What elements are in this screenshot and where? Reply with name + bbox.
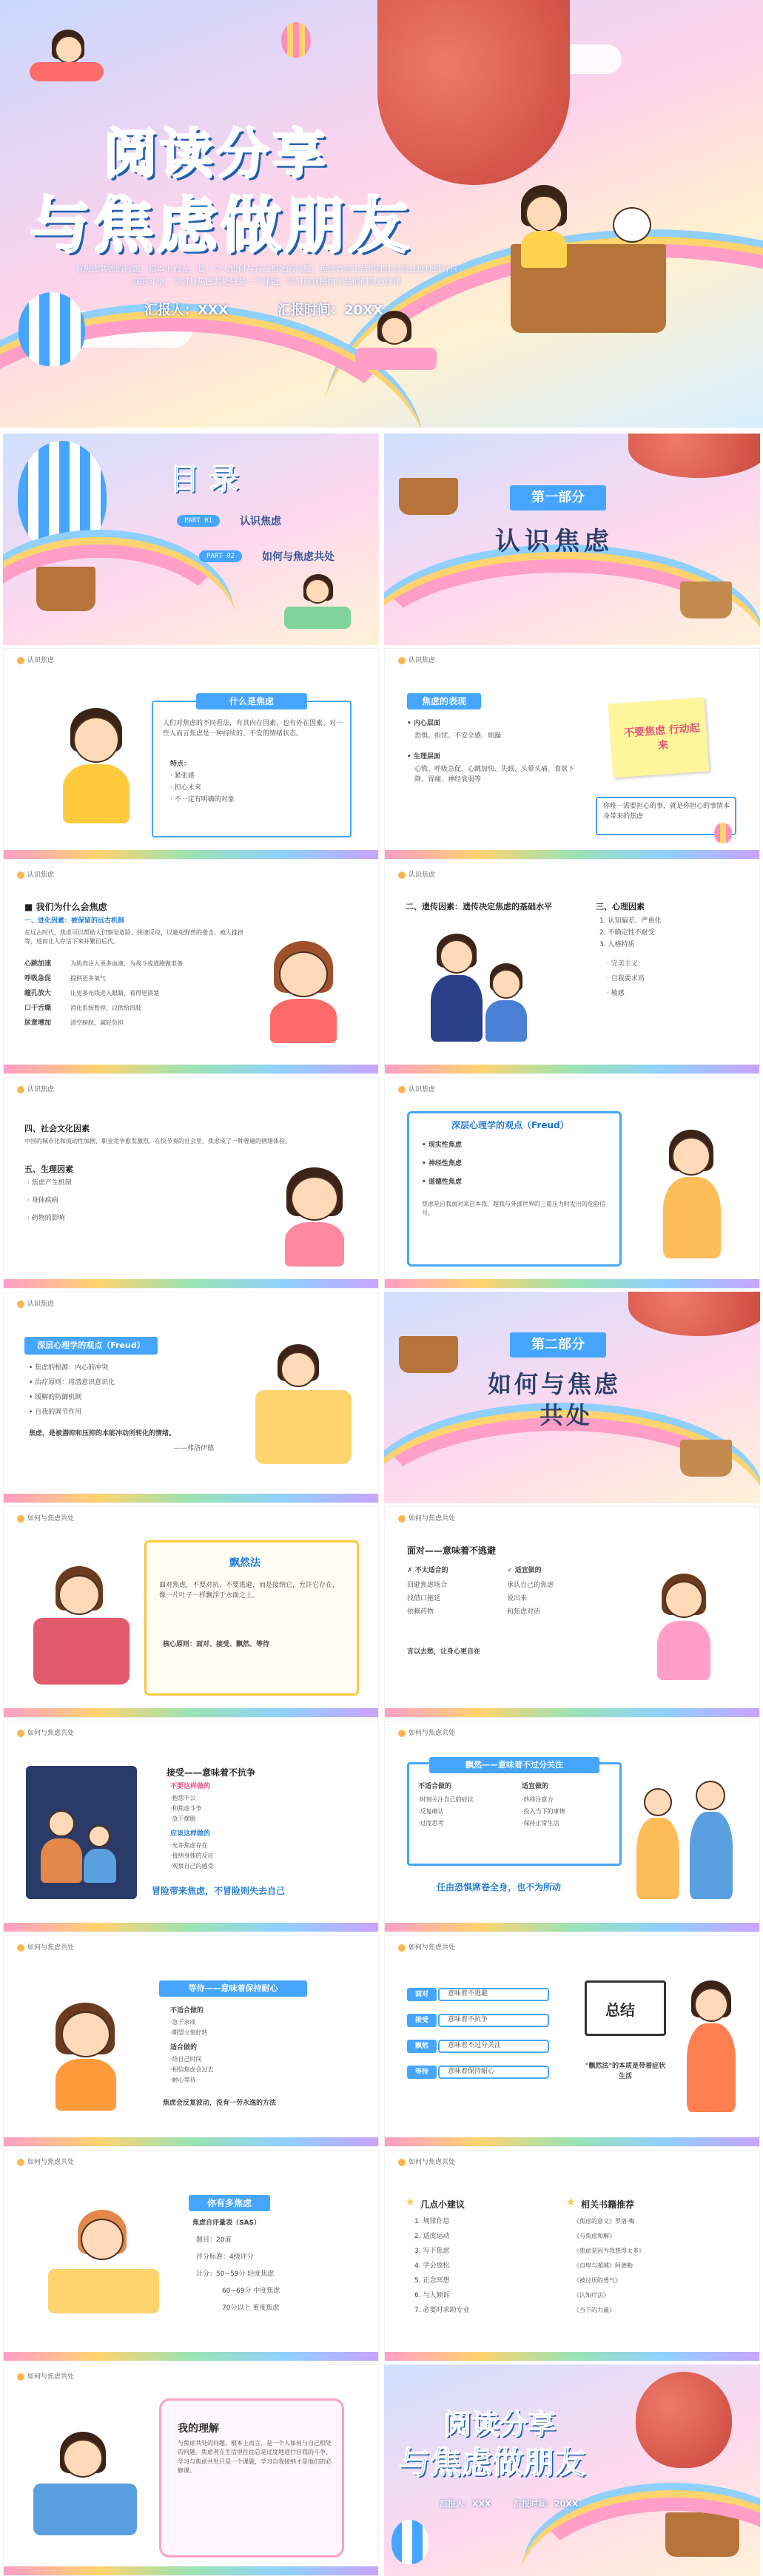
rainbow-stripe	[4, 2137, 378, 2146]
teacher-illustration	[673, 1980, 747, 2121]
box-illustration	[680, 1440, 732, 1477]
cover-title-line1: 阅读分享	[104, 123, 329, 185]
section-heading: 二、遗传因素：遗传决定焦虑的基础水平	[406, 902, 552, 911]
row-value: 消化系统暂停，以供给四肢	[70, 1005, 141, 1011]
rainbow-stripe	[4, 850, 378, 859]
card-body: 面对焦虑，不要对抗、不要逃避，而是接纳它，允许它存在，像一片叶子一样飘浮于水面之上。	[159, 1582, 340, 1599]
rocket-kid-illustration	[30, 30, 104, 89]
summary-note: "飘然法"的本质是带着症状生活	[585, 2063, 666, 2080]
section-heading: 接受——意味着不抗争	[167, 1767, 256, 1778]
rainbow-stripe	[385, 2137, 759, 2146]
info-card	[407, 1111, 622, 1267]
slide-tag: 如何与焦虑共处	[17, 1942, 74, 1952]
girl-gift-illustration	[636, 1574, 733, 1685]
star-icon: ★	[566, 2196, 576, 2208]
psych-item: 2. 不确定性不耐受	[599, 929, 655, 937]
feature-item: · 紧张感	[170, 772, 195, 780]
wrong-item: 找借口拖延	[407, 1595, 441, 1602]
balloon-basket	[399, 1336, 458, 1373]
wrong-title: 不适合做的	[170, 2007, 204, 2014]
wrong-item: ·时刻关注自己的症状	[418, 1796, 474, 1803]
card-heading: 我的理解	[178, 2423, 219, 2435]
box-illustration	[680, 581, 732, 618]
inner-text: 恐惧、担忧、不安全感、烦躁	[414, 732, 502, 740]
end-reporter: 汇报人：XXX	[440, 2499, 491, 2509]
sticky-note-text: 不要焦虑 行动起来	[623, 722, 701, 752]
card-heading: 飘然——意味着不过分关注	[429, 1757, 599, 1773]
cover-date: 汇报时间：20XX	[278, 303, 383, 318]
slide-calm-method	[3, 1506, 379, 1718]
worried-girl-illustration	[33, 1995, 137, 2121]
card-heading: 等待——意味着保持耐心	[159, 1980, 307, 1997]
slide-freud-2	[3, 1292, 379, 1503]
row-key: 瞳孔放大	[24, 990, 52, 997]
trait-item: · 敏感	[607, 990, 625, 997]
freud-item: • 道德性焦虑	[422, 1179, 462, 1186]
step-key: 等待	[407, 2066, 437, 2079]
feature-item: · 不一定有明确的对象	[170, 796, 235, 803]
section-text: 中国的城市化和流动性加剧，职业竞争愈发激烈，在快节奏的社会里，焦虑成了一种普遍的情绪体验。	[24, 1138, 291, 1144]
psych-title: 三、心理因素	[596, 902, 645, 911]
right-item: ·给自己时间	[170, 2056, 202, 2063]
book-item: 《与焦虑和解》	[574, 2233, 615, 2239]
slide-social-factors	[3, 1077, 379, 1289]
card-principle: 核心原则：面对、接受、飘然、等待	[163, 1641, 270, 1648]
right-item: ·接纳身体的反应	[170, 1852, 214, 1859]
test-item: 计分：50~59分 轻度焦虑	[196, 2270, 275, 2278]
wrong-item: 依赖药物	[407, 1608, 434, 1616]
book-item: 《自卑与超越》阿德勒	[574, 2262, 633, 2269]
slide-wait	[3, 1935, 379, 2147]
book-item: 《被讨厌的勇气》	[574, 2277, 621, 2284]
wrong-item: ·反复确认	[418, 1808, 444, 1815]
toc-item1-label[interactable]: 认识焦虑	[240, 516, 281, 527]
rainbow-stripe	[4, 1494, 378, 1503]
tip-item: 3. 写下焦虑	[414, 2248, 450, 2255]
parent-child-illustration	[422, 934, 540, 1045]
star-icon: ★	[406, 2196, 415, 2208]
end-title-line1: 阅读分享	[443, 2408, 557, 2441]
row-key: 尿意增加	[24, 1019, 52, 1027]
row-value: 让更多光线进入眼睛，看得更清楚	[70, 990, 159, 997]
sub-heading: 一、进化因素：被保留的远古机制	[24, 917, 125, 925]
bio-item: · 焦虑产生机制	[27, 1179, 72, 1187]
step-key: 接受	[407, 2014, 437, 2027]
tip-item: 4. 学会放松	[414, 2262, 450, 2270]
slide-tag: 如何与焦虑共处	[398, 1942, 455, 1952]
books-title: 相关书籍推荐	[581, 2199, 635, 2210]
right-title: ✓ 适宜做的	[507, 1567, 542, 1574]
slide-freud-1	[384, 1077, 760, 1289]
rainbow-stripe	[385, 2352, 759, 2361]
card-heading: 深层心理学的观点（Freud）	[451, 1120, 569, 1130]
family-illustration	[41, 1810, 122, 1892]
freud-item: • 焦虑的根源：内心的冲突	[29, 1364, 109, 1372]
right-item: ·转移注意力	[522, 1796, 554, 1803]
studying-girl-illustration	[48, 2210, 159, 2328]
cat-illustration	[607, 207, 659, 266]
row-value: 提供更多氧气	[70, 975, 106, 982]
girl-illustration	[511, 185, 577, 274]
part1-slide	[384, 434, 760, 645]
slide-tag: 认识焦虑	[17, 1298, 54, 1308]
psych-item: 1. 认知偏差、严重化	[599, 917, 662, 925]
right-item: 承认自己的焦虑	[507, 1582, 554, 1589]
book-item: 《认知疗法》	[574, 2292, 609, 2299]
card-heading: 焦虑的表现	[407, 693, 481, 709]
tip-item: 2. 适度运动	[414, 2233, 450, 2240]
row-value: 清空膀胱，减轻负担	[70, 1019, 124, 1026]
freud-author: ——弗洛伊德	[174, 1445, 215, 1452]
right-item: ·观察自己的感受	[170, 1863, 214, 1869]
test-item: 评分标准：4级评分	[196, 2253, 254, 2261]
reading-kid-illustration	[284, 574, 351, 633]
right-item: 说出来	[507, 1595, 528, 1602]
slide-tag: 认识焦虑	[398, 1084, 435, 1093]
hot-air-balloon	[377, 0, 570, 185]
wrong-item: ·期望立刻好转	[170, 2029, 208, 2036]
section-heading: ■ 我们为什么会焦虑	[24, 902, 107, 912]
wrong-title: ✗ 不太适合的	[407, 1567, 448, 1574]
cover-description: 与焦虑共处的问题，根本上而言，是一个人如何与自己相处的问题。焦虑者在生活里往往总是过度地进行自我的斗争，学习与焦虑共处只是一个课题，学习自我接纳才是他们的必修课	[75, 264, 458, 287]
hot-air-balloon	[628, 434, 760, 478]
slide-self-test	[3, 2150, 379, 2361]
hot-air-balloon	[636, 2372, 732, 2468]
right-item: ·相信焦虑会过去	[170, 2066, 214, 2073]
tip-item: 5. 正念冥想	[414, 2277, 450, 2285]
sub-heading: 五、生理因素	[24, 1164, 73, 1174]
slide-tag: 如何与焦虑共处	[398, 1513, 455, 1523]
toc-item2-label[interactable]: 如何与焦虑共处	[262, 551, 335, 563]
slide-float	[384, 1721, 760, 1932]
sub-text: 在远古时代，焦虑可以帮助人们察觉危险、快速反应，以避免野兽的袭击、被人排挤等，进而让人存活下来并繁衍后代。	[24, 929, 243, 945]
freud-text: 焦虑是自我面对来自本我、超我与外部世界的三重压力时发出的危险信号。	[422, 1201, 605, 1217]
right-item: 和焦虑对话	[507, 1608, 541, 1616]
reading-girl-illustration	[355, 311, 437, 377]
slide-tag: 如何与焦虑共处	[398, 1727, 455, 1737]
freud-item: • 神经性焦虑	[422, 1160, 462, 1167]
slide-tag: 认识焦虑	[398, 655, 435, 664]
part1-badge: 第一部分	[510, 485, 606, 510]
slide-anxiety-signs	[384, 648, 760, 860]
stressed-girl-illustration	[270, 1163, 359, 1267]
book-item: 《焦虑的意义》罗洛·梅	[574, 2218, 635, 2225]
balloon-basket	[399, 478, 458, 515]
thinking-boy-illustration	[41, 701, 152, 834]
features-title: 特点：	[170, 761, 191, 768]
row-key: 呼吸急促	[24, 975, 52, 982]
right-title: 适合做的	[170, 2044, 198, 2051]
part1-title: 认识焦虑	[495, 527, 614, 556]
slide-tag: 认识焦虑	[17, 1084, 54, 1093]
rainbow-stripe	[4, 1923, 378, 1932]
step-key: 飘然	[407, 2040, 437, 2053]
cover-slide	[0, 0, 763, 428]
tips-title: 几点小建议	[420, 2199, 465, 2210]
freud-item: • 自我的调节作用	[29, 1409, 82, 1416]
card-body: 与焦虑共处的问题，根本上而言，是一个人如何与自己相处的问题。焦虑者在生活里往往总是过度地进行自我的斗争，学习与焦虑共处只是一个课题，学习自我接纳才是他们的必修课。	[178, 2440, 332, 2475]
rainbow-stripe	[385, 1923, 759, 1932]
slide-tag: 认识焦虑	[17, 655, 54, 664]
tip-item: 1. 规律作息	[414, 2218, 450, 2225]
rainbow-stripe	[385, 1065, 759, 1073]
step-value: 意味着不过分关注	[448, 2042, 502, 2049]
slide-inherit-psych	[384, 863, 760, 1074]
part2-title-line2: 共处	[540, 1401, 594, 1429]
part2-title-line1: 如何与焦虑	[488, 1370, 622, 1398]
card-heading: 你有多焦虑	[189, 2195, 270, 2211]
reading-kid-illustration	[33, 2432, 137, 2550]
rainbow-stripe	[385, 1708, 759, 1717]
test-item: 70分以上 重度焦虑	[222, 2304, 280, 2312]
toc-slide	[3, 434, 379, 645]
teacher-illustration	[644, 1130, 740, 1263]
striped-balloon	[391, 2520, 428, 2564]
end-date: 汇报时间：20XX	[514, 2499, 579, 2509]
small-balloon	[714, 823, 732, 843]
inner-title: • 内心层面	[407, 720, 440, 727]
slide-tag: 认识焦虑	[17, 869, 54, 879]
section-footer: 冒险带来焦虑，不冒险则失去自己	[152, 1886, 286, 1896]
section-footer: 焦虑会反复波动，没有一劳永逸的方法	[163, 2100, 277, 2107]
rainbow-stripe	[4, 1708, 378, 1717]
right-item: ·保持正常生活	[522, 1820, 559, 1827]
trait-item: · 自我要求高	[607, 975, 645, 982]
right-item: ·投入当下的事情	[522, 1808, 565, 1815]
quote-text: 你唯一需要担心的事，就是你担心的事情本身带来的焦虑	[603, 803, 730, 820]
section-footer: 任由恐惧席卷全身，也不为所动	[437, 1882, 562, 1892]
hot-air-balloon	[628, 1292, 760, 1336]
bio-item: · 药物的影响	[27, 1215, 65, 1222]
body-title: • 生理层面	[407, 753, 440, 761]
step-value: 意味着不抗争	[448, 2016, 488, 2023]
bio-item: · 身体疾病	[27, 1197, 58, 1204]
slide-tag: 认识焦虑	[398, 869, 435, 879]
step-value: 意味着不逃避	[448, 1990, 488, 1997]
body-text: 心慌、呼吸急促、心跳加快、失眠、头晕头痛、食欲下降、胃痛、神经衰弱等	[414, 766, 575, 783]
end-slide	[384, 2364, 760, 2576]
family-illustration	[636, 1781, 740, 1906]
wrong-item: ·和焦虑斗争	[170, 1805, 202, 1812]
section-footer: 言以去愁，让身心更自在	[407, 1648, 481, 1656]
tip-item: 7. 必要时求助专业	[414, 2307, 470, 2314]
toc-title: 目 录	[169, 462, 239, 496]
row-key: 心跳加速	[24, 960, 52, 968]
step-value: 意味着保持耐心	[448, 2068, 495, 2075]
test-item: 60~69分 中度焦虑	[222, 2287, 280, 2295]
slide-summary	[384, 1935, 760, 2147]
book-item: 《当下的力量》	[574, 2307, 615, 2313]
small-balloon	[281, 22, 311, 58]
cover-reporter: 汇报人：XXX	[144, 303, 229, 318]
test-item: 题目：20道	[196, 2236, 232, 2244]
rainbow-stripe	[4, 2566, 378, 2575]
striped-balloon	[19, 292, 85, 366]
right-item: ·允许焦虑存在	[170, 1842, 208, 1849]
slide-my-understanding	[3, 2364, 379, 2576]
right-title: 应该这样做的	[170, 1830, 211, 1838]
slide-tips-books	[384, 2150, 760, 2361]
toc-part2-tag: PART 02	[199, 550, 242, 562]
wrong-item: ·急于摆脱	[170, 1815, 196, 1822]
books-kid-illustration	[248, 1344, 359, 1470]
step-key: 面对	[407, 1988, 437, 2001]
wrong-item: ·抱怨不公	[170, 1795, 196, 1801]
section-heading: 四、社会文化因素	[24, 1124, 90, 1133]
slide-tag: 如何与焦虑共处	[17, 1513, 74, 1523]
card-body: 人们对焦虑的不同看法，有其内在因素，也有外在因素。对一些人而言焦虑是一种持续的、不安的情绪状态。	[163, 720, 343, 738]
freud-item: • 缓解的防御机制	[29, 1394, 82, 1401]
slide-tag: 如何与焦虑共处	[17, 2157, 74, 2166]
rainbow-stripe	[4, 1279, 378, 1288]
rainbow-stripe	[385, 850, 759, 859]
trait-item: · 完美主义	[607, 960, 638, 968]
slide-tag: 如何与焦虑共处	[398, 2157, 455, 2166]
feature-item: · 担心未来	[170, 784, 201, 792]
wrong-title: 不适合做的	[418, 1783, 452, 1790]
end-title-line2: 与焦虑做朋友	[399, 2444, 586, 2481]
slide-tag: 如何与焦虑共处	[17, 1727, 74, 1737]
reading-girl-illustration	[33, 1566, 130, 1692]
summary-title: 总结	[605, 2001, 635, 2019]
scale-name: 焦虑自评量表（SAS）	[192, 2219, 261, 2227]
book-item: 《焦虑是因为我想得太多》	[574, 2248, 645, 2254]
toc-part1-tag: PART 01	[177, 515, 220, 527]
wrong-item: ·过度思考	[418, 1820, 444, 1827]
right-title: 适宜做的	[522, 1783, 549, 1790]
rainbow-stripe	[385, 1279, 759, 1288]
slide-what-is-anxiety	[3, 648, 379, 860]
row-value: 为肌肉注入更多血液，为战斗或逃跑做准备	[70, 960, 183, 967]
wrong-item: 回避焦虑场合	[407, 1582, 448, 1589]
freud-item: • 现实性焦虑	[422, 1142, 462, 1149]
psych-item: 3. 人格特质	[599, 941, 635, 948]
card-heading: 什么是焦虑	[196, 693, 307, 709]
freud-item: • 治疗原则：将潜意识意识化	[29, 1379, 115, 1386]
wrong-title: 不要这样做的	[170, 1783, 211, 1790]
right-item: ·耐心等待	[170, 2077, 196, 2083]
row-key: 口干舌燥	[24, 1005, 52, 1012]
rainbow-stripe	[4, 1065, 378, 1073]
slide-face	[384, 1506, 760, 1718]
crying-girl-illustration	[248, 934, 359, 1045]
wrong-item: ·急于求成	[170, 2019, 196, 2026]
slide-tag: 如何与焦虑共处	[17, 2371, 74, 2381]
freud-quote: 焦虑，是被潜抑和压抑的本能冲动所转化的情绪。	[29, 1430, 176, 1437]
slide-accept	[3, 1721, 379, 1932]
slide-why-anxiety	[3, 863, 379, 1074]
section-heading: 面对——意味着不逃避	[407, 1545, 497, 1556]
tip-item: 6. 与人倾诉	[414, 2292, 450, 2299]
part2-badge: 第二部分	[510, 1332, 606, 1358]
rainbow-stripe	[4, 2352, 378, 2361]
striped-balloon	[18, 441, 107, 552]
card-heading: 飘然法	[229, 1557, 261, 1569]
card-heading: 深层心理学的观点（Freud）	[24, 1337, 158, 1355]
cover-title-line2: 与焦虑做朋友	[30, 191, 412, 261]
part2-slide	[384, 1292, 760, 1503]
